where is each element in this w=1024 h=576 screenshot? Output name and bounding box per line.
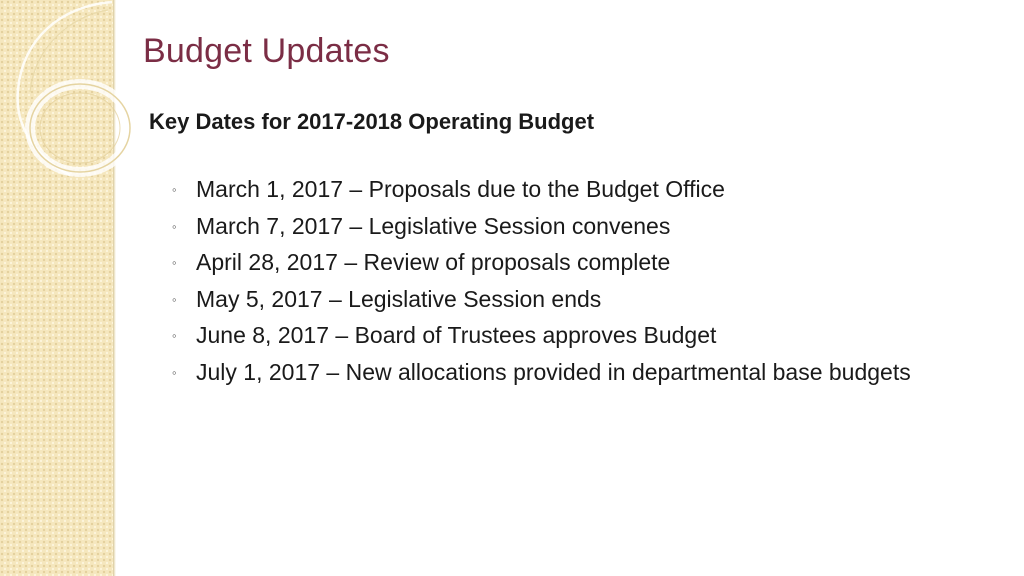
list-item-text: June 8, 2017 – Board of Trustees approves Budget (196, 322, 717, 348)
bullet-circle-icon: ◦ (172, 364, 177, 380)
list-item (172, 176, 911, 213)
list-item (172, 322, 911, 359)
slide-title: Budget Updates (143, 32, 390, 70)
bullet-circle-icon: ◦ (172, 255, 177, 270)
list-item-text: July 1, 2017 – New allocations provided in departmental base budgets (196, 358, 911, 385)
decorative-swirl-graphic (0, 0, 140, 200)
bullet-circle-icon: ◦ (172, 182, 177, 197)
list-item-text: April 28, 2017 – Review of proposals complete (196, 249, 671, 275)
list-item (172, 249, 911, 286)
list-item-text: March 7, 2017 – Legislative Session convenes (196, 212, 671, 239)
list-item-text: March 1, 2017 – Proposals due to the Budget Office (196, 176, 725, 202)
bullet-circle-icon: ◦ (172, 328, 177, 343)
key-dates-list (172, 176, 911, 395)
list-item (172, 213, 911, 250)
list-item-text: May 5, 2017 – Legislative Session ends (196, 285, 602, 312)
slide-subtitle: Key Dates for 2017-2018 Operating Budget (149, 109, 595, 134)
bullet-circle-icon: ◦ (172, 291, 177, 307)
list-item (172, 359, 911, 396)
list-item (172, 286, 911, 323)
bullet-circle-icon: ◦ (172, 218, 177, 234)
